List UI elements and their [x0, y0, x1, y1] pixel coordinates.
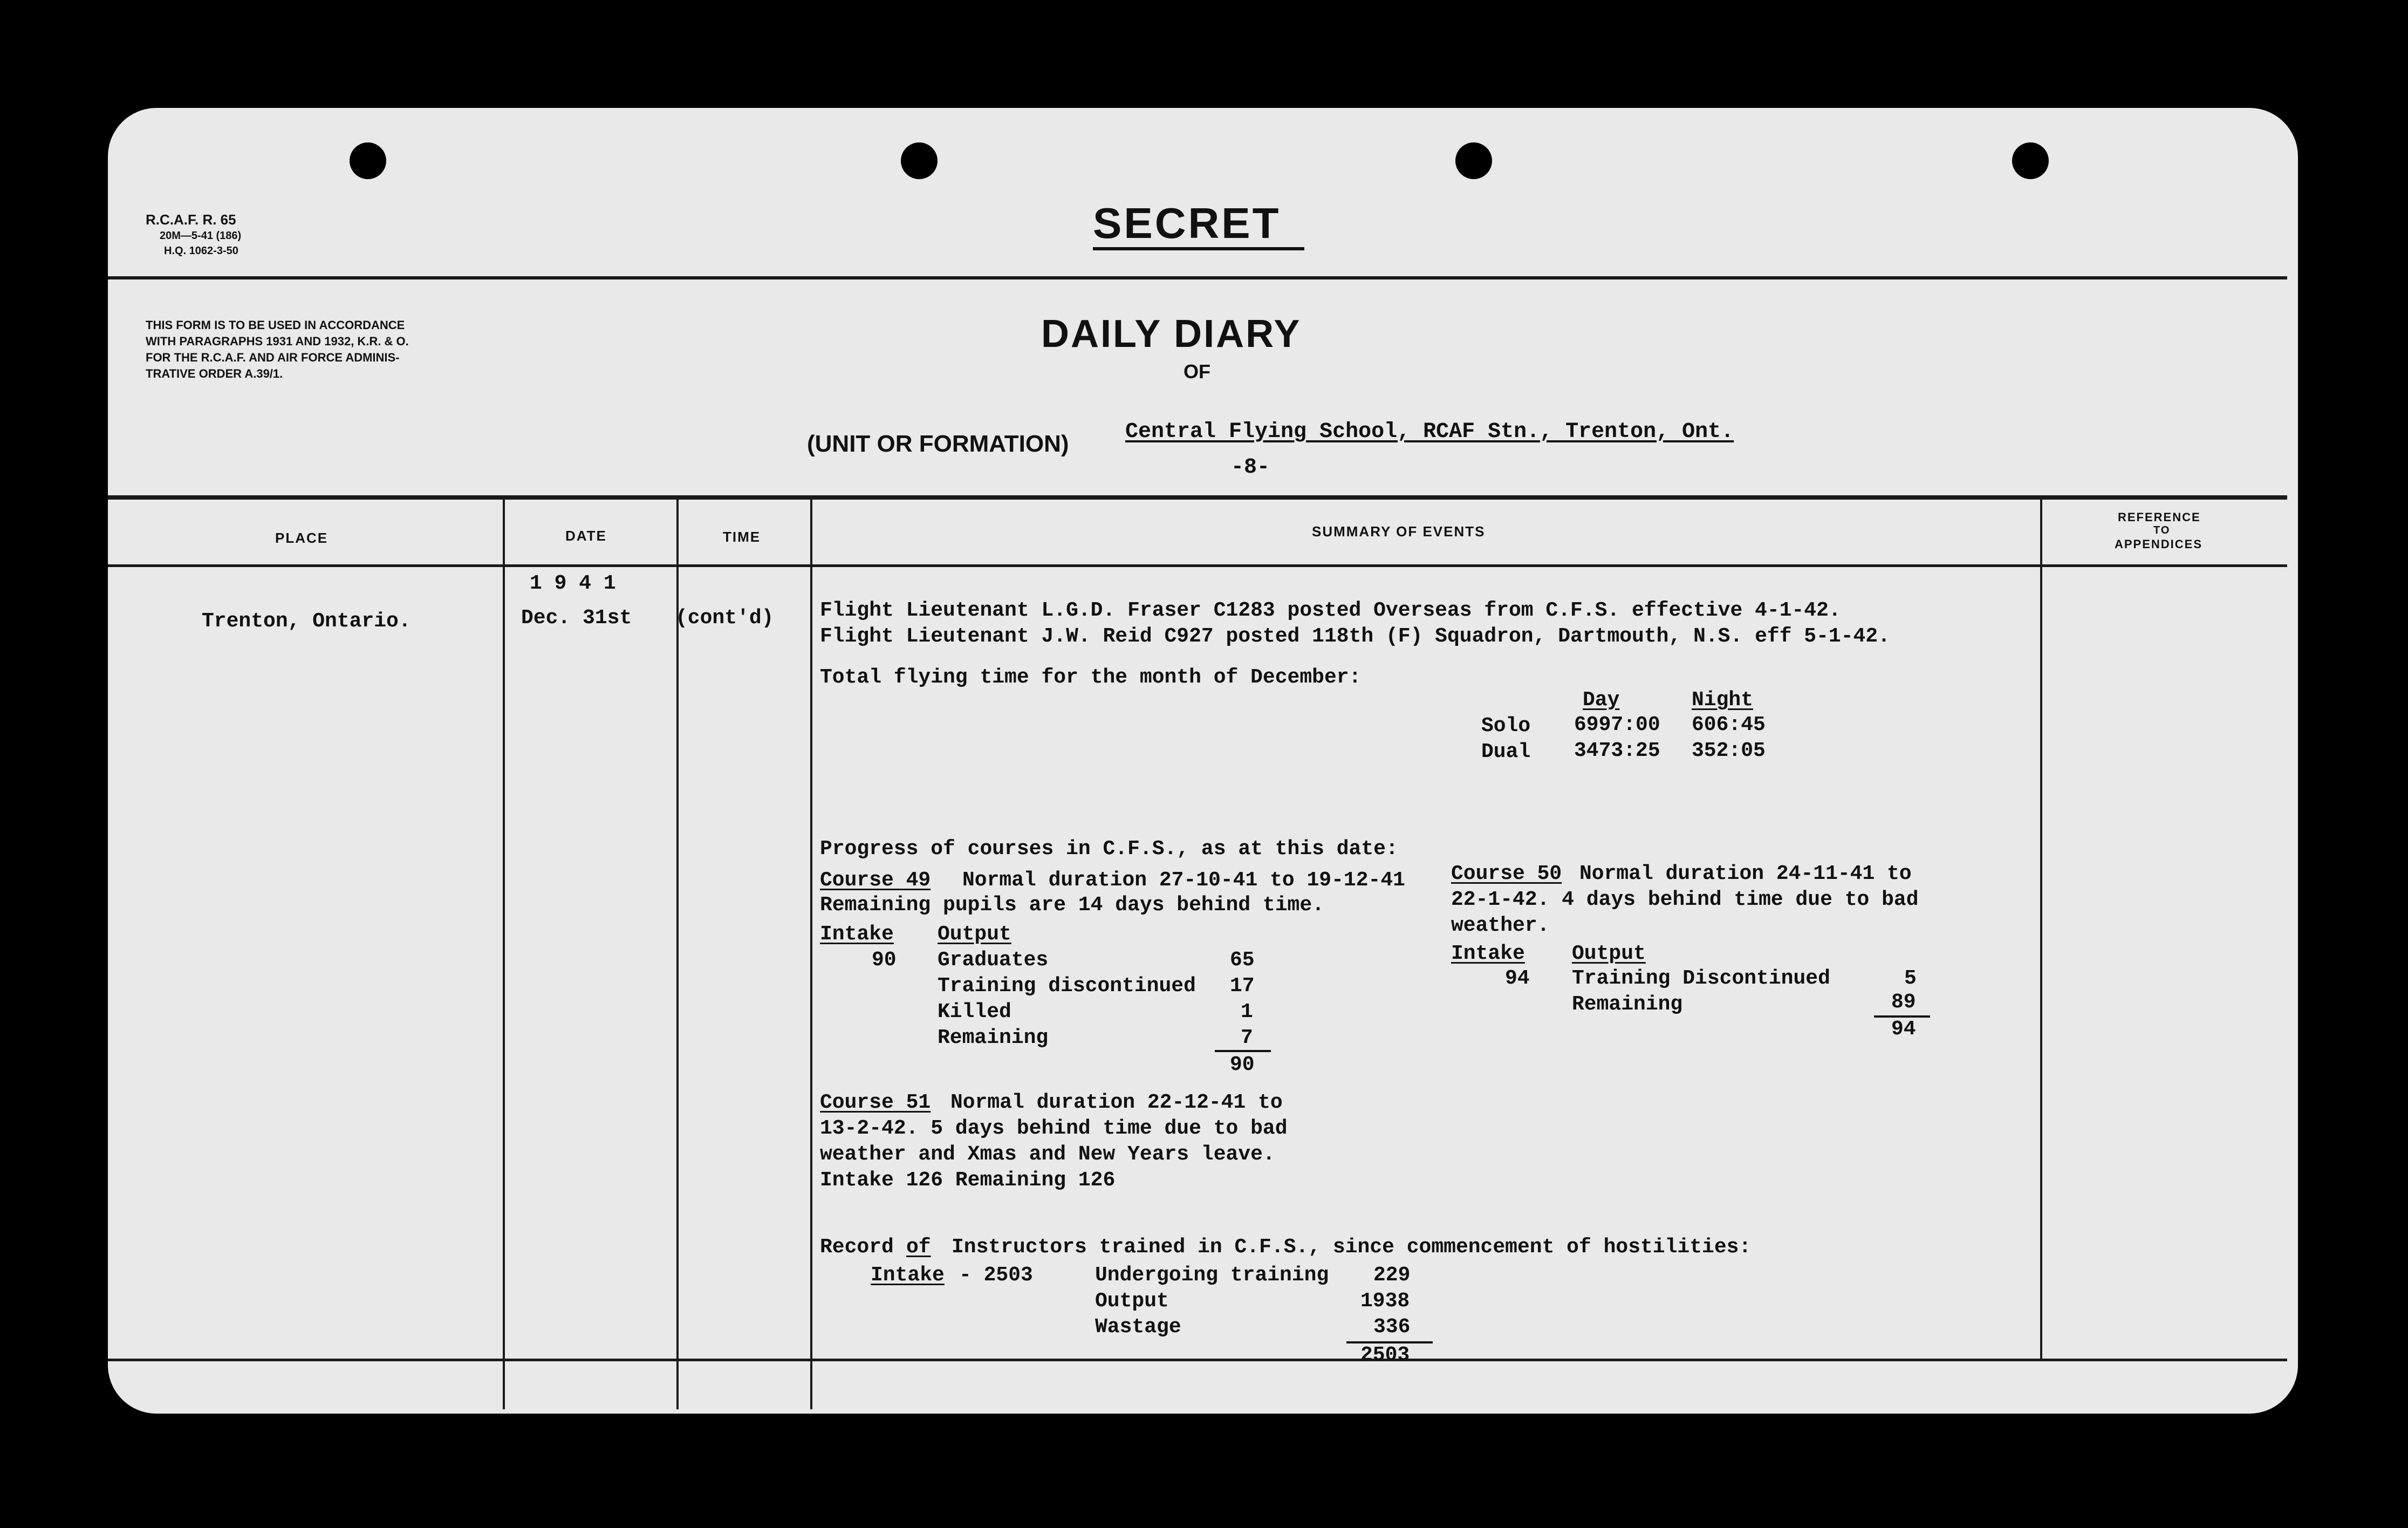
- instructors-row-value: 336: [1373, 1315, 1411, 1339]
- col-header-place: PLACE: [275, 530, 329, 546]
- print-code: 20M—5-41 (186): [160, 230, 242, 242]
- form-instructions-1: THIS FORM IS TO BE USED IN ACCORDANCE: [146, 318, 405, 332]
- course-49-intake: 90: [872, 949, 897, 972]
- course-49-row-value: 17: [1230, 974, 1255, 998]
- instructors-row-label: Output: [1095, 1290, 1169, 1313]
- course-50-title: Course 50: [1451, 862, 1562, 885]
- entry-time: (cont'd): [675, 606, 774, 630]
- course-51-title: Course 51: [820, 1091, 931, 1114]
- flying-solo-night: 606:45: [1692, 713, 1766, 736]
- course-49-row-value: 7: [1241, 1026, 1253, 1049]
- entry-year: 1 9 4 1: [530, 572, 616, 595]
- form-title-of: OF: [1184, 360, 1210, 383]
- header-rule: [108, 276, 2287, 279]
- form-number: R.C.A.F. R. 65: [146, 212, 236, 228]
- form-instructions-2: WITH PARAGRAPHS 1931 AND 1932, K.R. & O.: [146, 335, 409, 348]
- flying-solo-day: 6997:00: [1574, 713, 1660, 736]
- course-50-intake: 94: [1505, 967, 1530, 990]
- punch-hole: [1455, 142, 1492, 179]
- course-50-output-label: Output: [1572, 942, 1646, 965]
- summary-line: Total flying time for the month of December:: [820, 666, 1362, 689]
- col-divider: [810, 497, 812, 1409]
- col-header-date: DATE: [565, 528, 607, 544]
- flying-dual-night: 352:05: [1692, 739, 1766, 762]
- course-51-text: Intake 126 Remaining 126: [820, 1169, 1116, 1192]
- flying-day-header: Day: [1583, 688, 1620, 712]
- course-50-intake-label: Intake: [1451, 942, 1525, 965]
- instructors-intake-value: - 2503: [959, 1264, 1033, 1287]
- unit-value: Central Flying School, RCAF Stn., Trenton, Ont.: [1125, 420, 1734, 444]
- course-49-output-label: Output: [938, 923, 1011, 946]
- form-instructions-4: TRATIVE ORDER A.39/1.: [146, 367, 283, 380]
- entry-place: Trenton, Ontario.: [202, 610, 411, 633]
- classification-stamp: SECRET: [1093, 199, 1281, 247]
- course-49-row-label: Killed: [938, 1000, 1011, 1024]
- punch-hole: [350, 142, 386, 179]
- instructors-row-label: Wastage: [1095, 1315, 1181, 1339]
- col-header-reference: APPENDICES: [2115, 537, 2203, 551]
- instructors-intake-label: Intake: [871, 1264, 945, 1287]
- course-51-text: Normal duration 22-12-41 to: [950, 1091, 1283, 1114]
- course-49-total-rule: [1215, 1050, 1271, 1052]
- form-title: DAILY DIARY: [1041, 312, 1302, 356]
- summary-line: Flight Lieutenant L.G.D. Fraser C1283 posted Overseas from C.F.S. effective 4-1-42.: [820, 599, 1841, 622]
- course-50-row-label: Remaining: [1572, 993, 1683, 1016]
- col-divider: [2040, 497, 2042, 1361]
- instructors-heading: Record: [820, 1236, 894, 1259]
- course-49-row-value: 1: [1241, 1000, 1253, 1024]
- diary-form-card: [108, 108, 2298, 1414]
- course-49-row-label: Graduates: [938, 949, 1049, 972]
- course-50-total: 94: [1891, 1018, 1916, 1041]
- flying-night-header: Night: [1692, 688, 1754, 712]
- classification-underline: [1093, 247, 1304, 250]
- course-49-text: Normal duration 27-10-41 to 19-12-41: [962, 869, 1405, 892]
- entry-date: Dec. 31st: [521, 606, 632, 630]
- col-header-summary: SUMMARY OF EVENTS: [1312, 523, 1486, 540]
- course-51-text: weather and Xmas and New Years leave.: [820, 1143, 1275, 1166]
- course-49-row-value: 65: [1230, 949, 1255, 972]
- flying-dual-day: 3473:25: [1574, 739, 1660, 762]
- instructors-row-value: 1938: [1360, 1290, 1410, 1313]
- course-49-title: Course 49: [820, 869, 931, 892]
- punch-hole: [2012, 142, 2049, 179]
- course-51-text: 13-2-42. 5 days behind time due to bad: [820, 1117, 1288, 1140]
- instructors-heading: of: [906, 1236, 931, 1259]
- course-49-row-label: Remaining: [938, 1026, 1049, 1049]
- summary-line: Progress of courses in C.F.S., as at this date:: [820, 837, 1398, 861]
- course-49-intake-label: Intake: [820, 923, 894, 946]
- page-number: -8-: [1231, 455, 1270, 480]
- form-instructions-3: FOR THE R.C.A.F. AND AIR FORCE ADMINIS-: [146, 351, 400, 364]
- col-header-reference: REFERENCE: [2118, 510, 2201, 524]
- table-bottom-rule: [108, 1359, 2287, 1361]
- table-top-rule: [108, 495, 2287, 500]
- instructors-row-value: 229: [1373, 1264, 1411, 1287]
- hq-code: H.Q. 1062-3-50: [164, 245, 238, 257]
- punch-hole: [901, 142, 938, 179]
- col-header-reference: TO: [2153, 524, 2171, 536]
- flying-dual-label: Dual: [1481, 740, 1531, 763]
- course-50-row-value: 89: [1891, 991, 1916, 1014]
- flying-solo-label: Solo: [1481, 714, 1531, 738]
- course-50-row-label: Training Discontinued: [1572, 967, 1830, 990]
- instructors-total: 2503: [1360, 1343, 1410, 1367]
- col-header-time: TIME: [723, 529, 761, 545]
- col-divider: [676, 497, 679, 1409]
- course-49-text: Remaining pupils are 14 days behind time.: [820, 893, 1324, 917]
- course-50-text: 22-1-42. 4 days behind time due to bad: [1451, 888, 1919, 911]
- col-divider: [503, 497, 505, 1409]
- course-50-text: Normal duration 24-11-41 to: [1579, 862, 1912, 885]
- course-50-row-value: 5: [1904, 967, 1917, 990]
- table-head-rule: [108, 564, 2287, 567]
- instructors-heading: Instructors trained in C.F.S., since commencement of hostilities:: [952, 1236, 1752, 1259]
- course-49-row-label: Training discontinued: [938, 974, 1196, 998]
- unit-label: (UNIT OR FORMATION): [807, 431, 1069, 457]
- course-49-total: 90: [1230, 1053, 1255, 1076]
- summary-line: Flight Lieutenant J.W. Reid C927 posted 118th (F) Squadron, Dartmouth, N.S. eff 5-1-42.: [820, 625, 1890, 648]
- course-50-text: weather.: [1451, 914, 1550, 937]
- instructors-row-label: Undergoing training: [1095, 1264, 1329, 1287]
